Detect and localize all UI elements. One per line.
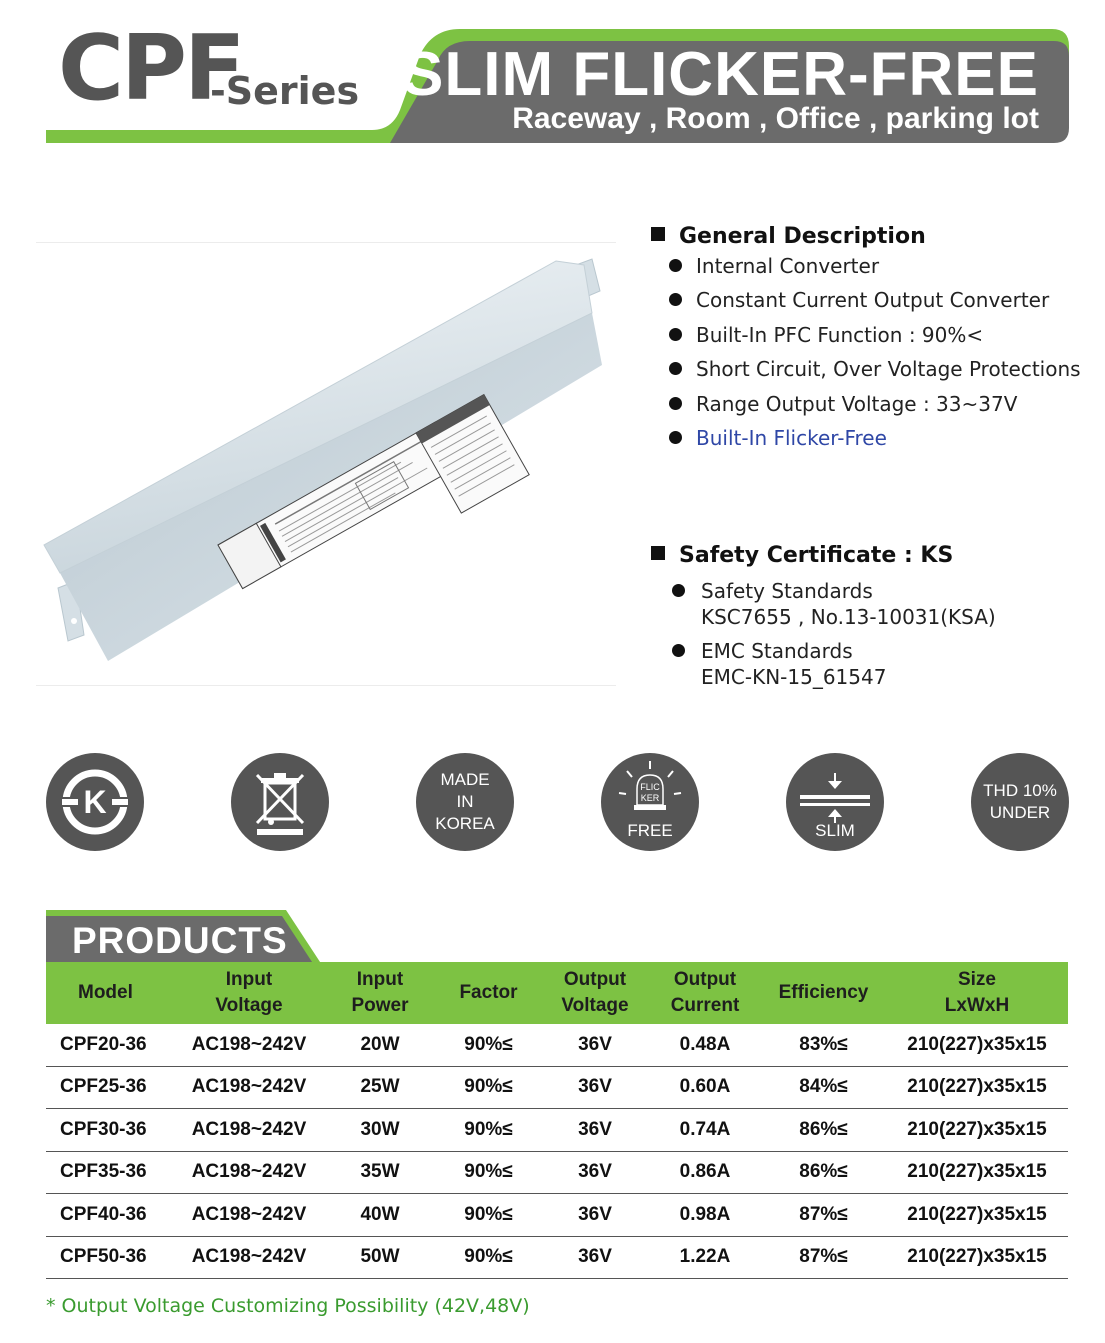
standard-name: Safety Standards: [701, 579, 873, 603]
cell-input-voltage: AC198~242V: [174, 1194, 324, 1237]
ker-label: KER: [640, 793, 660, 803]
table-row: [46, 1236, 1068, 1279]
cell-efficiency: 86%≤: [761, 1151, 886, 1194]
cell-output-current: 0.86A: [649, 1151, 761, 1194]
product-subtitle: Raceway , Room , Office , parking lot: [512, 102, 1039, 135]
cell-efficiency: 87%≤: [761, 1194, 886, 1237]
products-table: [46, 962, 1068, 1279]
column-header-factor: Factor: [436, 962, 541, 1024]
table-row: [46, 1024, 1068, 1066]
cell-output-current: 0.48A: [649, 1024, 761, 1066]
cell-input-power: 30W: [324, 1109, 436, 1152]
column-header-size: Size LxWxH: [886, 962, 1068, 1024]
cell-output-voltage: 36V: [541, 1236, 649, 1279]
cell-output-current: 0.74A: [649, 1109, 761, 1152]
cell-efficiency: 84%≤: [761, 1066, 886, 1109]
korea-label: KOREA: [435, 814, 495, 833]
list-item: Range Output Voltage : 33~37V: [669, 387, 1081, 421]
product-title: SLIM FLICKER-FREE: [402, 40, 1039, 109]
cell-output-voltage: 36V: [541, 1194, 649, 1237]
square-bullet-icon: [651, 227, 665, 241]
cell-model: CPF35-36: [46, 1151, 174, 1194]
cell-input-power: 20W: [324, 1024, 436, 1066]
footnote: * Output Voltage Customizing Possibility (42V,48V): [46, 1295, 530, 1317]
cell-efficiency: 86%≤: [761, 1109, 886, 1152]
cell-input-power: 35W: [324, 1151, 436, 1194]
cell-input-voltage: AC198~242V: [174, 1066, 324, 1109]
cell-model: CPF20-36: [46, 1024, 174, 1066]
in-label: IN: [456, 792, 474, 811]
cell-input-power: 25W: [324, 1066, 436, 1109]
cell-efficiency: 83%≤: [761, 1024, 886, 1066]
cell-size: 210(227)x35x15: [886, 1066, 1068, 1109]
list-item: Internal Converter: [669, 249, 1081, 283]
cell-model: CPF25-36: [46, 1066, 174, 1109]
cell-size: 210(227)x35x15: [886, 1024, 1068, 1066]
table-row: [46, 1066, 1068, 1109]
slim-label: SLIM: [815, 821, 855, 840]
cell-factor: 90%≤: [436, 1151, 541, 1194]
cell-output-current: 0.98A: [649, 1194, 761, 1237]
cell-input-voltage: AC198~242V: [174, 1109, 324, 1152]
thd-label: THD 10%: [983, 781, 1057, 800]
column-header-model: Model: [46, 962, 174, 1024]
list-item: Constant Current Output Converter: [669, 283, 1081, 317]
list-item: Built-In PFC Function : 90%<: [669, 318, 1081, 352]
column-header-efficiency: Efficiency: [761, 962, 886, 1024]
slim-icon: [786, 753, 884, 851]
cell-input-voltage: AC198~242V: [174, 1151, 324, 1194]
list-item: [669, 638, 996, 690]
thd-under-icon: [971, 753, 1069, 851]
free-label: FREE: [627, 821, 673, 840]
column-header-output-voltage: Output Voltage: [541, 962, 649, 1024]
ks-mark-icon: [46, 753, 144, 851]
cell-efficiency: 87%≤: [761, 1236, 886, 1279]
safety-certificate-title: [651, 543, 953, 568]
cell-factor: 90%≤: [436, 1109, 541, 1152]
flicker-free-icon: [601, 753, 699, 851]
cell-input-power: 50W: [324, 1236, 436, 1279]
column-header-output-current: Output Current: [649, 962, 761, 1024]
product-photo: [36, 242, 616, 686]
header-banner: [0, 0, 1105, 160]
table-row: [46, 1151, 1068, 1194]
cell-input-power: 40W: [324, 1194, 436, 1237]
safety-certificate-list: [669, 578, 996, 698]
weee-bin-icon: [231, 753, 329, 851]
svg-text:K: K: [83, 784, 107, 820]
table-row: [46, 1194, 1068, 1237]
products-title: PRODUCTS: [72, 920, 288, 961]
cell-output-current: 0.60A: [649, 1066, 761, 1109]
cell-output-voltage: 36V: [541, 1066, 649, 1109]
general-description-list: [669, 249, 1081, 455]
cell-input-voltage: AC198~242V: [174, 1024, 324, 1066]
cell-model: CPF40-36: [46, 1194, 174, 1237]
list-item-flicker-free: Built-In Flicker-Free: [669, 421, 1081, 455]
cell-factor: 90%≤: [436, 1194, 541, 1237]
list-item: Short Circuit, Over Voltage Protections: [669, 352, 1081, 386]
cell-output-voltage: 36V: [541, 1024, 649, 1066]
safety-certificate-title-text: Safety Certificate : KS: [679, 543, 954, 568]
standard-name: EMC Standards: [701, 639, 853, 663]
column-header-input-voltage: Input Voltage: [174, 962, 324, 1024]
table-header-row: [46, 962, 1068, 1024]
standard-value: KSC7655 , No.13-10031(KSA): [701, 605, 996, 629]
list-item: [669, 578, 996, 630]
led-driver-image: [36, 243, 616, 685]
cell-output-voltage: 36V: [541, 1151, 649, 1194]
cell-size: 210(227)x35x15: [886, 1109, 1068, 1152]
cell-size: 210(227)x35x15: [886, 1194, 1068, 1237]
made-label: MADE: [440, 770, 490, 789]
brand-name: CPF: [58, 16, 243, 121]
table-row: [46, 1109, 1068, 1152]
series-label: -Series: [210, 69, 360, 113]
cell-output-voltage: 36V: [541, 1109, 649, 1152]
cell-input-voltage: AC198~242V: [174, 1236, 324, 1279]
standard-value: EMC-KN-15_61547: [701, 665, 887, 689]
cell-model: CPF50-36: [46, 1236, 174, 1279]
column-header-input-power: Input Power: [324, 962, 436, 1024]
general-description-title: [651, 224, 926, 249]
cell-output-current: 1.22A: [649, 1236, 761, 1279]
cell-factor: 90%≤: [436, 1066, 541, 1109]
flic-label: FLIC: [640, 782, 660, 792]
cell-factor: 90%≤: [436, 1024, 541, 1066]
cell-size: 210(227)x35x15: [886, 1236, 1068, 1279]
cell-size: 210(227)x35x15: [886, 1151, 1068, 1194]
cell-model: CPF30-36: [46, 1109, 174, 1152]
cell-factor: 90%≤: [436, 1236, 541, 1279]
general-description-title-text: General Description: [679, 224, 926, 249]
made-in-korea-icon: [416, 753, 514, 851]
square-bullet-icon: [651, 546, 665, 560]
under-label: UNDER: [989, 803, 1051, 822]
